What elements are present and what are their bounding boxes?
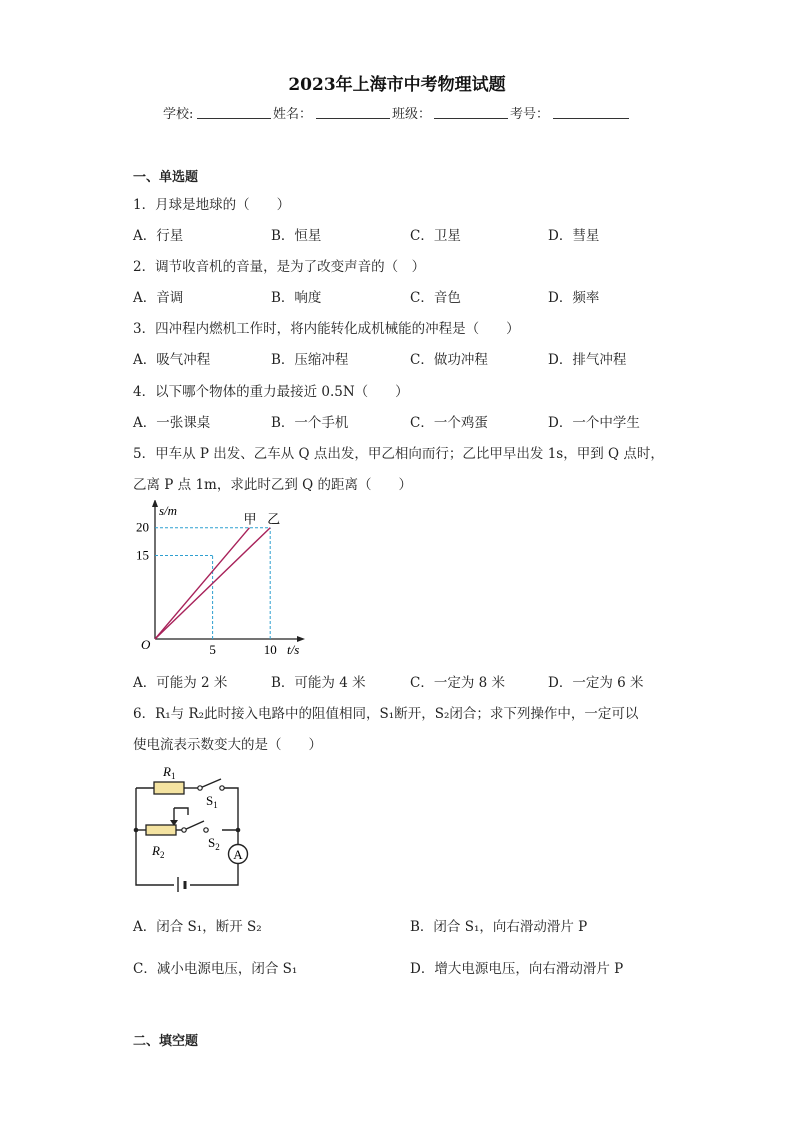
y-tick-label: 15 [136,547,149,563]
r2-label: $R_2$ [152,843,165,860]
class-label: 班级： [392,107,432,122]
rheostat-r2 [146,825,176,835]
x-tick-label: 5 [209,642,216,657]
series-label-2: 乙 [267,511,281,527]
r1-label: $R_1$ [163,764,176,781]
question-5-stem-line2: 乙离 P 点 1m，求此时乙到 Q 的距离（ ） [133,477,412,493]
x-tick-label: 10 [263,642,277,657]
q4-option-d[interactable]: D．一个中学生 [548,415,640,431]
q2-option-a[interactable]: A．音调 [133,290,184,306]
section-heading-fill-in: 二、填空题 [133,1034,199,1049]
q1-option-b[interactable]: B．恒星 [271,228,322,244]
name-blank[interactable] [316,106,390,119]
q5-option-c[interactable]: C．一定为 8 米 [410,675,506,691]
resistor-r1 [154,782,184,794]
s1-label: $S_1$ [206,793,218,810]
y-axis-arrow-icon [152,500,158,507]
series-line-1 [155,528,249,639]
question-2-stem: 2．调节收音机的音量，是为了改变声音的（ ） [133,259,426,275]
s2-label: $S_2$ [208,835,220,852]
q1-option-d[interactable]: D．彗星 [548,228,600,244]
distance-time-graph [128,500,308,662]
q6-option-b[interactable]: B．闭合 S₁，向右滑动滑片 P [410,919,588,935]
q3-option-d[interactable]: D．排气冲程 [548,352,627,368]
q2-option-c[interactable]: C．音色 [410,290,461,306]
question-1-stem: 1．月球是地球的（ ） [133,197,291,213]
q1-option-a[interactable]: A．行星 [133,228,184,244]
q6-option-c[interactable]: C．减小电源电压，闭合 S₁ [133,961,298,977]
number-blank[interactable] [553,106,629,119]
q2-option-d[interactable]: D．频率 [548,290,600,306]
question-3-stem: 3．四冲程内燃机工作时，将内能转化成机械能的冲程是（ ） [133,321,520,337]
section-heading-single-choice: 一、单选题 [133,170,199,185]
question-6-stem-line2: 使电流表示数变大的是（ ） [133,737,322,753]
q4-option-b[interactable]: B．一个手机 [271,415,349,431]
y-axis-label: s/m [159,503,178,518]
school-blank[interactable] [197,106,271,119]
q5-option-a[interactable]: A．可能为 2 米 [133,675,228,691]
q6-option-a[interactable]: A．闭合 S₁，断开 S₂ [133,919,262,935]
circuit-diagram [128,760,258,892]
name-label: 姓名： [273,107,313,122]
ammeter-label: A [233,847,243,862]
x-axis-label: t/s [287,642,300,657]
y-tick-label: 20 [136,519,149,535]
question-6-stem-line1: 6．R₁与 R₂此时接入电路中的阻值相同，S₁断开，S₂闭合；求下列操作中，一定可以 [133,706,639,722]
q5-option-d[interactable]: D．一定为 6 米 [548,675,644,691]
q3-option-b[interactable]: B．压缩冲程 [271,352,349,368]
page-title: 2023年上海市中考物理试题 [288,75,506,95]
class-blank[interactable] [434,106,508,119]
number-label: 考号： [510,107,550,122]
q6-option-d[interactable]: D．增大电源电压，向右滑动滑片 P [410,961,624,977]
series-label-1: 甲 [243,511,257,527]
q2-option-b[interactable]: B．响度 [271,290,322,306]
q5-option-b[interactable]: B．可能为 4 米 [271,675,366,691]
question-4-stem: 4．以下哪个物体的重力最接近 0.5N（ ） [133,384,409,400]
q4-option-a[interactable]: A．一张课桌 [133,415,211,431]
q3-option-c[interactable]: C．做功冲程 [410,352,488,368]
question-5-stem-line1: 5．甲车从 P 出发、乙车从 Q 点出发，甲乙相向而行；乙比甲早出发 1s，甲到 Q 点时， [133,446,664,462]
q1-option-c[interactable]: C．卫星 [410,228,461,244]
q4-option-c[interactable]: C．一个鸡蛋 [410,415,488,431]
origin-label: O [141,637,151,652]
school-label: 学校: [163,107,194,122]
q3-option-a[interactable]: A．吸气冲程 [133,352,211,368]
